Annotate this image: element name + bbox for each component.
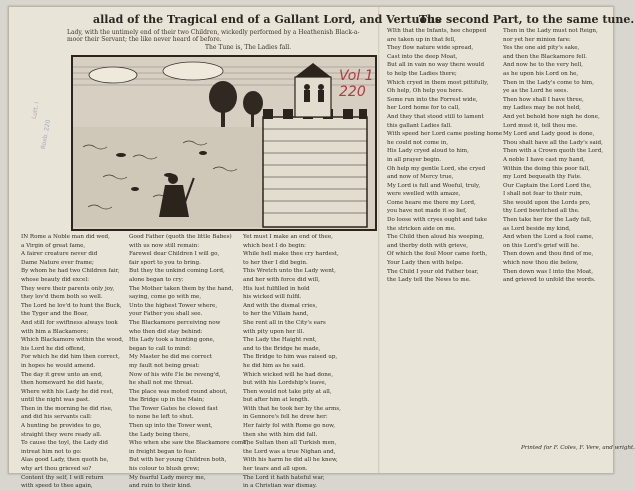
- verse-column-3: [243, 233, 371, 491]
- verse-line: With speed her Lord came posting home: [387, 131, 503, 138]
- verse-line: her tears and all upon.: [243, 466, 308, 473]
- verse-line: She rent all in the City's ears: [243, 319, 326, 326]
- verse-line: but with his Lordship's leave,: [243, 380, 327, 387]
- verse-line: Alas good Lady, then quoth he,: [21, 457, 109, 464]
- verse-line: to help the Ladies there;: [387, 70, 457, 77]
- verse-line: thy Lord bewitched all the.: [503, 208, 580, 215]
- verse-line: in Gennore's fell he drew her:: [243, 414, 328, 421]
- verse-line: And still for swiftness always took: [21, 319, 118, 326]
- verse-line: his Lord he did offend,: [21, 345, 86, 352]
- verse-line: your Father you shall see.: [129, 311, 203, 318]
- verse-line: And now he to the very hell,: [503, 62, 583, 69]
- verse-line: in hopes he would amend.: [21, 362, 96, 369]
- verse-line: Then would not take pity at all,: [243, 388, 332, 395]
- verse-line: But all in vain no way there would: [387, 62, 485, 69]
- verse-line: my Ladies may be not held,: [503, 105, 581, 112]
- verse-line: alone began to cry:: [129, 276, 184, 283]
- verse-line: The place was moted round about,: [129, 388, 228, 395]
- verse-line: A noble I have cast my hand,: [503, 156, 585, 163]
- verse-line: Your Lady then with helpe.: [387, 260, 464, 267]
- verse-line: this gallant Ladies fall.: [387, 122, 452, 129]
- verse-line: The Sultan then all Turkish men,: [243, 440, 337, 447]
- printer-imprint: Printed for F. Coles, F. Vere, and wright.: [521, 445, 635, 451]
- verse-line: Good Father (quoth the little Babes): [129, 234, 232, 240]
- verse-line: as Lord beside my kind,: [503, 225, 571, 232]
- verse-line: Then down was I into the Moat,: [503, 268, 594, 275]
- verse-line: Oh help, Oh help you here.: [387, 88, 464, 95]
- verse-line: Where with his Lady he did rest,: [21, 388, 114, 395]
- verse-line: Then down and thou find of me,: [503, 251, 594, 258]
- verse-line: he shall not me threat.: [129, 380, 194, 387]
- verse-line: in all prayer begin.: [387, 156, 442, 163]
- verse-line: fair sport to you to bring.: [129, 259, 201, 266]
- verse-line: Then with a Crown quoth the Lord,: [503, 148, 604, 155]
- verse-line: Now of his wife I'le be reveng'd,: [129, 371, 221, 378]
- verse-line: my fault not being great:: [129, 362, 200, 369]
- verse-line: who then did stay behind:: [129, 328, 203, 335]
- verse-column-2: [129, 233, 249, 491]
- verse-line: And they that stood still to lament: [387, 113, 484, 120]
- verse-line: and then the Blackamore fell.: [503, 53, 588, 60]
- verse-line: The Lord he lov'd to hunt the Buck,: [21, 302, 122, 309]
- verse-line: Who when she saw the Blackamore come,: [129, 440, 249, 447]
- verse-line: and therby doth with grieve,: [387, 242, 469, 249]
- verse-line: the Bridge up in the Main;: [129, 397, 205, 404]
- ballad-title: allad of the Tragical end of a Gallant Lord, and Vertuous: [93, 13, 442, 26]
- verse-line: and did his servants call:: [21, 414, 92, 421]
- verse-line: Which Blackamore within the wood,: [21, 337, 124, 344]
- verse-line: you have not made it so lief,: [387, 208, 467, 215]
- verse-line: with him a Blackamore;: [21, 328, 89, 335]
- verse-line: Then how shall I have three,: [503, 96, 584, 103]
- verse-line: began to call to mind:: [129, 345, 191, 352]
- woodcut-illustration: [71, 55, 377, 231]
- verse-line: and to the Bridge he made,: [243, 345, 321, 352]
- verse-line: to none he left to shut.: [129, 414, 194, 421]
- verse-line: then she with him did fall.: [243, 431, 318, 438]
- verse-line: a Virgin of great fame,: [21, 242, 86, 249]
- verse-line: to her the Villain hand,: [243, 311, 309, 318]
- verse-line: To cause the toyl, the Lady did: [21, 440, 108, 447]
- verse-line: They were their parents only joy,: [21, 285, 115, 292]
- verse-line: Some run into the Forrest wide,: [387, 96, 478, 103]
- verse-line: he could not come in,: [387, 139, 449, 146]
- verse-line: The Child then aloud his weeping,: [387, 234, 485, 241]
- verse-line: with us now still remain:: [129, 242, 200, 249]
- verse-line: are taken up in that fell,: [387, 36, 456, 43]
- verse-line: the Lord was a true Nighan and,: [243, 448, 336, 455]
- verse-line: Yet must I make an end of thee,: [243, 234, 333, 240]
- second-part-title: The second Part, to the same tune.: [419, 13, 635, 26]
- verse-line: the stricken aide on me.: [387, 225, 456, 232]
- verse-line: Then in the Lady must not Reign,: [503, 28, 598, 34]
- verse-column-4: [387, 27, 503, 285]
- verse-line: The Bridge to him was raised up,: [243, 354, 338, 361]
- verse-line: The Child I your old Father tear,: [387, 268, 479, 275]
- verse-line: His Lady took a hunting gone,: [129, 337, 215, 344]
- verse-line: They flow nature wide spread,: [387, 45, 474, 52]
- verse-line: Come heare me there my Lord,: [387, 199, 476, 206]
- verse-line: nor yet her minion fare:: [503, 36, 571, 43]
- verse-line: they lov'd them both so well.: [21, 294, 103, 301]
- verse-line: Dame Nature ever frame;: [21, 259, 94, 266]
- faint-pencil-note: Lutt. I: [30, 101, 41, 120]
- verse-line: on this Lord's grief will he.: [503, 242, 580, 249]
- verse-line: Thou shalt have all the Lady's said,: [503, 139, 603, 146]
- verse-line: Farewel dear Children I will go,: [129, 251, 220, 258]
- verse-line: My Lord is full and Woeful, truly,: [387, 182, 481, 189]
- verse-line: in freight began to fear.: [129, 448, 197, 455]
- verse-column-5: [503, 27, 609, 285]
- verse-line: and now of Mercy true,: [387, 174, 454, 181]
- verse-line: ye as the Lord he sees.: [503, 88, 569, 95]
- verse-line: Our Captain the Lord Lord the,: [503, 182, 592, 189]
- verse-line: intreat him not to go:: [21, 448, 82, 455]
- verse-line: and ruin to their kind.: [129, 483, 192, 490]
- verse-line: IN Rome a Noble man did wed,: [21, 234, 110, 240]
- verse-line: as he upon his Lord on he,: [503, 70, 579, 77]
- verse-line: Content thy self, I will return: [21, 474, 104, 481]
- verse-line: with pity upon her ill.: [243, 328, 305, 335]
- tune-line: The Tune is, The Ladies fall.: [205, 44, 292, 51]
- verse-line: But with her young Children both,: [129, 457, 227, 464]
- verse-line: and her with force did will,: [243, 276, 320, 283]
- verse-line: Her fairly fol with Rome go now,: [243, 423, 336, 430]
- verse-line: he did him as he said.: [243, 362, 305, 369]
- verse-line: Then take her for the Lady fall,: [503, 217, 592, 224]
- verse-line: then homeward he did haste,: [21, 380, 104, 387]
- verse-line: the Lady tell the News to me.: [387, 277, 471, 284]
- verse-line: which now thou die below,: [503, 260, 579, 267]
- verse-line: whose beauty did excel:: [21, 276, 90, 283]
- verse-line: and grieved to unfold the words.: [503, 277, 596, 284]
- verse-line: With his harm he did all he knew,: [243, 457, 338, 464]
- verse-line: For which he did him then correct,: [21, 354, 120, 361]
- verse-line: And when the Lord a fool came,: [503, 234, 594, 241]
- verse-line: Lord must it, tell thou me.: [503, 122, 578, 129]
- verse-line: And yet behold how nigh he done,: [503, 113, 600, 120]
- verse-line: were swelled with amaze,: [387, 191, 461, 198]
- verse-line: straight they were ready all.: [21, 431, 102, 438]
- verse-line: By whom he had two Children fair,: [21, 268, 120, 275]
- verse-line: Of which the foul Moor came forth,: [387, 251, 488, 258]
- verse-line: his wicked will fulfil.: [243, 294, 302, 301]
- verse-line: Then in the Lady's come to him,: [503, 79, 594, 86]
- verse-line: Within the doing this poor fall,: [503, 165, 590, 172]
- verse-line: She would upon the Lords pro,: [503, 199, 591, 206]
- verse-line: My fearful Lady mercy me,: [129, 474, 206, 481]
- handwritten-number-note: 220: [339, 84, 366, 100]
- faint-pencil-note-2: Roxb. 220: [39, 119, 53, 150]
- verse-line: With that he took her by the arms,: [243, 405, 341, 412]
- verse-line: The Lord it hath hateful war,: [243, 474, 325, 481]
- verse-line: Which wicked will he had done,: [243, 371, 333, 378]
- verse-line: The Blackamore perceiving now: [129, 319, 221, 326]
- verse-line: Unto the highest Tower where,: [129, 302, 218, 309]
- verse-line: to her ther I did begin.: [243, 259, 308, 266]
- verse-column-1: [21, 233, 125, 491]
- verse-line: The Mother taken them by the hand,: [129, 285, 234, 292]
- handwritten-volume-note: Vol 1: [339, 68, 374, 84]
- verse-line: This Wretch unto the Lady went,: [243, 268, 336, 275]
- verse-line: And with the dismal cries,: [243, 302, 318, 309]
- verse-line: his colour to blush grew;: [129, 466, 200, 473]
- verse-line: My Lord and Lady good is done,: [503, 131, 595, 138]
- verse-line: the Tyger and the Boar,: [21, 311, 89, 318]
- broadside-sheet: [8, 6, 635, 490]
- verse-line: A hunting he provides to go,: [21, 423, 102, 430]
- verse-line: Which cryed in them most pittifully,: [387, 79, 489, 86]
- verse-line: saying, come go with me,: [129, 294, 202, 301]
- ballad-subtitle: Lady, with the untimely end of their two Children, wickedly performed by a Heathenish Black-a-moor their Servant; the like never heard of before.: [67, 29, 360, 43]
- verse-line: in a Christian war dismay.: [243, 483, 317, 490]
- page-fold: [378, 7, 380, 473]
- verse-line: Do loose with cryes ought and take: [387, 217, 488, 224]
- verse-line: WIth that the Infants, hee chopped: [387, 28, 487, 34]
- verse-line: The day it grew unto an end,: [21, 371, 103, 378]
- verse-line: His Lady cryed aloud to him,: [387, 148, 469, 155]
- verse-line: Cast into the deep Moat,: [387, 53, 458, 60]
- verse-line: Oh help my gentle Lord, she cryed: [387, 165, 486, 172]
- verse-line: why art thou grieved so?: [21, 466, 92, 473]
- verse-line: her Lord home for to call,: [387, 105, 460, 112]
- verse-line: I shall not fear to their ruin,: [503, 191, 583, 198]
- verse-line: His lust fulfilled in hold: [243, 285, 310, 292]
- verse-line: Then in the morning he did rise,: [21, 405, 113, 412]
- verse-line: The Tower Gates he closed fast: [129, 405, 218, 412]
- verse-line: Then up into the Tower went,: [129, 423, 213, 430]
- verse-line: The Lady the Haight rent,: [243, 337, 317, 344]
- verse-line: but after him at length.: [243, 397, 310, 404]
- verse-line: with speed to thee again,: [21, 483, 93, 490]
- verse-line: Yes the one aid pity's sake,: [503, 45, 580, 52]
- verse-line: the Lady being there,: [129, 431, 191, 438]
- verse-line: My Master he did me correct: [129, 354, 212, 361]
- verse-line: A fairer creature never did: [21, 251, 98, 258]
- verse-line: until the night was past.: [21, 397, 90, 404]
- verse-line: But they the unkind coming Lord,: [129, 268, 225, 275]
- verse-line: which best I do begin:: [243, 242, 306, 249]
- verse-line: While hell make thee cry hardest,: [243, 251, 339, 258]
- verse-line: my Lord bequeath thy Fate.: [503, 174, 582, 181]
